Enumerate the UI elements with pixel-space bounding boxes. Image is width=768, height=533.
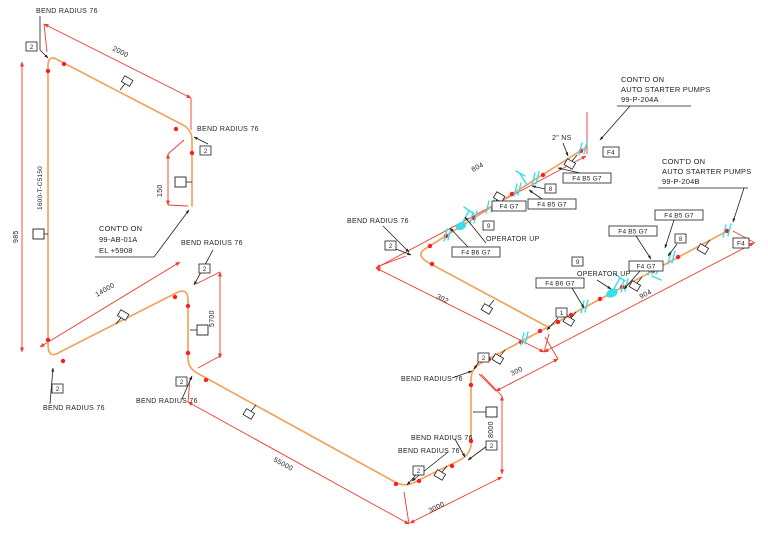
bend-radius-label: BEND RADIUS 76 — [136, 398, 198, 405]
bend-radius-label: BEND RADIUS 76 — [401, 376, 463, 383]
svg-text:CONT'D ON: CONT'D ON — [99, 224, 143, 233]
svg-text:9: 9 — [486, 224, 491, 230]
svg-text:2: 2 — [179, 380, 184, 386]
svg-text:2: 2 — [202, 267, 207, 273]
svg-text:F4 B5 G7: F4 B5 G7 — [572, 175, 602, 183]
dim-label-804: 804 — [470, 161, 486, 174]
callout-2 — [385, 241, 396, 250]
flange-icon — [190, 325, 208, 335]
callout-2 — [413, 466, 424, 475]
svg-text:9: 9 — [575, 260, 580, 266]
flange-icon — [473, 407, 497, 417]
flag-icon — [480, 297, 494, 314]
dim-label-302: 302 — [435, 293, 450, 306]
svg-text:8: 8 — [678, 237, 683, 243]
dim-ext-150 — [168, 140, 188, 206]
dim-label-3000: 3000 — [427, 501, 446, 515]
svg-text:2: 2 — [489, 444, 494, 450]
bend-radius-label: BEND RADIUS 76 — [411, 435, 473, 442]
callout-8 — [675, 234, 686, 243]
tag-f4-b6-g7 — [536, 278, 584, 288]
callout-2 — [199, 264, 210, 273]
svg-text:2: 2 — [55, 387, 60, 393]
svg-text:AUTO STARTER PUMPS: AUTO STARTER PUMPS — [662, 167, 752, 176]
svg-text:99-P-204A: 99-P-204A — [621, 95, 659, 104]
bend-radius-label: BEND RADIUS 76 — [347, 218, 409, 225]
dim-line-14000 — [40, 262, 180, 347]
callout-8 — [545, 184, 556, 193]
bend-radius-label: BEND RADIUS 76 — [43, 405, 105, 412]
tag-f4 — [603, 147, 619, 157]
continuation-note-204b — [662, 157, 751, 186]
flange-icon — [33, 229, 48, 239]
svg-text:8: 8 — [548, 187, 553, 193]
svg-text:1: 1 — [559, 311, 564, 317]
callout-9 — [572, 257, 583, 266]
tag-f4-b5-g7 — [655, 210, 703, 220]
bend-radius-label: BEND RADIUS 76 — [398, 448, 460, 455]
svg-text:F4 B6 G7: F4 B6 G7 — [545, 280, 575, 288]
dim-label-300: 300 — [509, 365, 525, 378]
flag-icon — [119, 75, 133, 92]
svg-text:F4 G7: F4 G7 — [499, 203, 519, 211]
operator-up-label: OPERATOR UP — [577, 271, 631, 278]
tag-f4-b5-g7 — [528, 199, 576, 209]
callout-2 — [176, 377, 187, 386]
callout-2 — [26, 42, 37, 51]
gate-valve-operator-icon — [581, 274, 628, 313]
svg-text:EL +5908: EL +5908 — [99, 246, 133, 255]
dim-label-2000: 2000 — [111, 45, 130, 60]
flange-icon — [175, 177, 192, 187]
svg-text:2: 2 — [388, 244, 393, 250]
svg-text:CONT'D ON: CONT'D ON — [621, 75, 665, 84]
continuation-note-204a — [621, 75, 710, 104]
bend-radius-label: BEND RADIUS 76 — [181, 240, 243, 247]
tag-f4 — [733, 238, 749, 248]
bend-radius-label: BEND RADIUS 76 — [36, 8, 98, 15]
tag-f4-g7 — [629, 261, 663, 271]
svg-text:F4 B5 G7: F4 B5 G7 — [618, 228, 648, 236]
svg-text:2: 2 — [416, 469, 421, 475]
svg-text:F4 B5 G7: F4 B5 G7 — [537, 201, 567, 209]
svg-text:99-P-204B: 99-P-204B — [662, 177, 700, 186]
bend-radius-label: BEND RADIUS 76 — [197, 126, 259, 133]
line-number-label: 1600-T-C5150 — [37, 166, 44, 210]
svg-text:2: 2 — [481, 356, 486, 362]
dim-label-150: 150 — [157, 184, 164, 197]
callout-1 — [556, 308, 567, 317]
svg-text:F4 B5 G7: F4 B5 G7 — [664, 212, 694, 220]
tag-f4-b6-g7 — [452, 247, 500, 257]
callout-2 — [52, 384, 63, 393]
dim-label-5700: 5700 — [209, 310, 216, 327]
operator-up-label: OPERATOR UP — [486, 236, 540, 243]
dim-line-300 — [496, 359, 558, 391]
svg-text:CONT'D ON: CONT'D ON — [662, 157, 706, 166]
dim-ext-55000 — [188, 378, 409, 524]
dim-label-904: 904 — [638, 288, 654, 301]
svg-text:F4 G7: F4 G7 — [636, 263, 656, 271]
continuation-note-ab01a — [99, 224, 142, 255]
callout-2 — [200, 146, 211, 155]
svg-text:99-AB-01A: 99-AB-01A — [99, 235, 138, 244]
svg-text:2: 2 — [203, 149, 208, 155]
svg-text:F4: F4 — [607, 149, 615, 157]
dim-label-14000: 14000 — [94, 282, 117, 299]
tag-f4-g7 — [492, 201, 526, 211]
svg-text:F4 B6 G7: F4 B6 G7 — [461, 249, 491, 257]
callout-boxes — [26, 42, 686, 475]
pipe-symbols — [33, 75, 711, 480]
tag-f4-b5-g7 — [609, 226, 657, 236]
dim-label-985: 985 — [13, 230, 20, 243]
svg-text:F4: F4 — [737, 240, 745, 248]
dim-ext-8000 — [481, 374, 502, 396]
dim-line-2000 — [44, 24, 191, 98]
dim-label-55000: 55000 — [272, 456, 294, 473]
gate-valve-operator-icon — [444, 207, 477, 241]
dim-line-3000 — [410, 477, 502, 523]
callout-2 — [478, 353, 489, 362]
tag-f4-b5-g7 — [563, 173, 611, 183]
svg-text:AUTO STARTER PUMPS: AUTO STARTER PUMPS — [621, 85, 711, 94]
svg-text:2: 2 — [29, 45, 34, 51]
pipe-size-label: 2" NS — [552, 135, 572, 142]
callout-9 — [483, 221, 494, 230]
dim-label-8000: 8000 — [488, 421, 495, 438]
dim-ext-5700 — [196, 272, 220, 368]
dim-line-55000 — [188, 402, 409, 524]
callout-2 — [486, 441, 497, 450]
dim-ext-2000 — [44, 24, 191, 130]
